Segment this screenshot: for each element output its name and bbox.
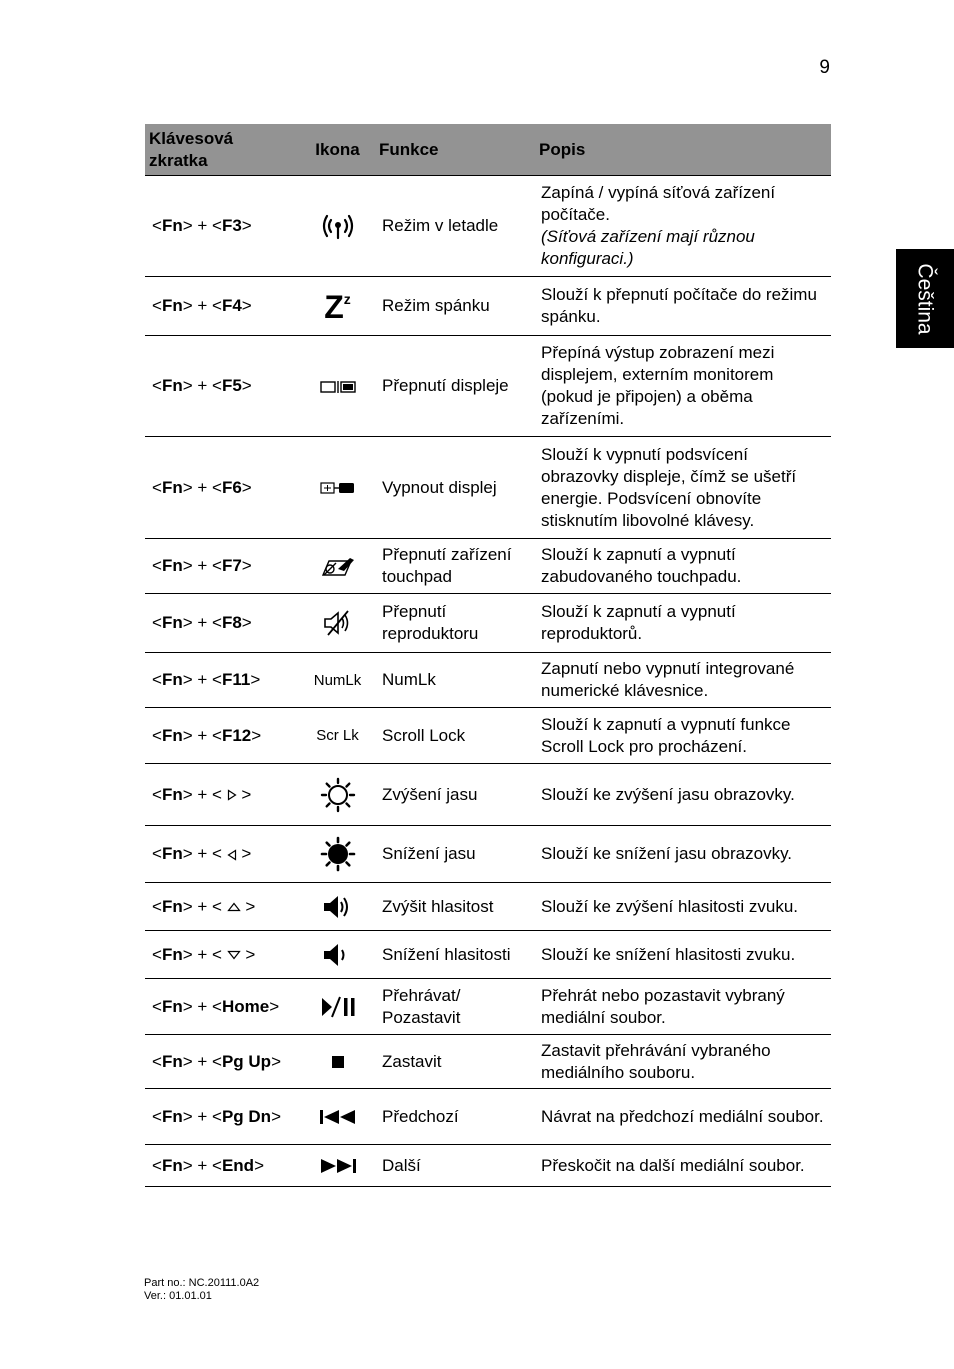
language-tab-label: Čeština [914, 262, 938, 335]
header-function: Funkce [375, 124, 535, 176]
numlock-icon: NumLk [300, 653, 375, 708]
page-number: 9 [819, 57, 830, 78]
table-header-row [145, 124, 831, 176]
down-arrow-key-icon [227, 950, 241, 960]
description-cell: Slouží k zapnutí a vypnutí reproduktorů. [535, 594, 831, 653]
function-cell: NumLk [375, 653, 535, 708]
language-tab [896, 249, 954, 348]
function-cell: Další [375, 1145, 535, 1187]
description-cell: Slouží k zapnutí a vypnutí funkce Scroll Lock pro procházení. [535, 708, 831, 764]
shortcut-cell: <Fn> + < > [145, 931, 300, 979]
airplane-mode-icon [300, 176, 375, 277]
description-cell: Přehrát nebo pozastavit vybraný mediální soubor. [535, 979, 831, 1035]
display-off-icon [300, 437, 375, 539]
function-cell: Zastavit [375, 1035, 535, 1089]
shortcut-table [145, 124, 831, 1187]
function-cell: Režim v letadle [375, 176, 535, 277]
function-cell: Snížení hlasitosti [375, 931, 535, 979]
table-row [145, 826, 831, 883]
shortcut-cell: <Fn> + <Pg Dn> [145, 1089, 300, 1145]
table-row [145, 708, 831, 764]
table-row [145, 437, 831, 539]
description-cell: Návrat na předchozí mediální soubor. [535, 1089, 831, 1145]
table-row [145, 176, 831, 277]
header-shortcut: Klávesová zkratka [145, 124, 300, 176]
shortcut-cell: <Fn> + <F4> [145, 277, 300, 336]
table-row [145, 979, 831, 1035]
part-number: Part no.: NC.20111.0A2 [144, 1277, 260, 1289]
description-cell: Zapíná / vypíná síťová zařízení počítače. (Síťová zařízení mají různou konfiguraci.) [535, 176, 831, 277]
description-cell: Přeskočit na další mediální soubor. [535, 1145, 831, 1187]
description-cell: Zastavit přehrávání vybraného mediálního souboru. [535, 1035, 831, 1089]
description-cell: Přepíná výstup zobrazení mezi displejem, externím monitorem (pokud je připojen) a oběma zařízeními. [535, 336, 831, 437]
play-pause-icon [300, 979, 375, 1035]
shortcut-cell: <Fn> + <F12> [145, 708, 300, 764]
table-row [145, 594, 831, 653]
description-cell: Zapnutí nebo vypnutí integrované numerické klávesnice. [535, 653, 831, 708]
shortcut-cell: <Fn> + <F11> [145, 653, 300, 708]
up-arrow-key-icon [227, 902, 241, 912]
shortcut-cell: <Fn> + <Pg Up> [145, 1035, 300, 1089]
description-cell: Slouží k zapnutí a vypnutí zabudovaného touchpadu. [535, 539, 831, 594]
table-row [145, 653, 831, 708]
stop-icon [300, 1035, 375, 1089]
speaker-toggle-icon [300, 594, 375, 653]
table-row [145, 277, 831, 336]
function-cell: Zvýšení jasu [375, 764, 535, 826]
shortcut-cell: <Fn> + <F5> [145, 336, 300, 437]
table-row [145, 539, 831, 594]
shortcut-cell: <Fn> + < > [145, 826, 300, 883]
display-toggle-icon [300, 336, 375, 437]
volume-down-icon [300, 931, 375, 979]
brightness-up-icon [300, 764, 375, 826]
touchpad-toggle-icon [300, 539, 375, 594]
function-cell: Scroll Lock [375, 708, 535, 764]
description-cell: Slouží ke snížení hlasitosti zvuku. [535, 931, 831, 979]
table-row [145, 1145, 831, 1187]
table-row [145, 336, 831, 437]
shortcut-cell: <Fn> + < > [145, 883, 300, 931]
function-cell: Vypnout displej [375, 437, 535, 539]
next-track-icon [300, 1145, 375, 1187]
shortcut-cell: <Fn> + <End> [145, 1145, 300, 1187]
header-description: Popis [535, 124, 831, 176]
header-icon: Ikona [300, 124, 375, 176]
table-row [145, 1089, 831, 1145]
brightness-down-icon [300, 826, 375, 883]
description-cell: Slouží ke zvýšení jasu obrazovky. [535, 764, 831, 826]
shortcut-cell: <Fn> + < > [145, 764, 300, 826]
footer [144, 1277, 259, 1303]
function-cell: Přepnutí reproduktoru [375, 594, 535, 653]
description-cell: Slouží k vypnutí podsvícení obrazovky displeje, čímž se ušetří energie. Podsvícení obnovíte stisknutím libovolné klávesy. [535, 437, 831, 539]
description-cell: Slouží k přepnutí počítače do režimu spánku. [535, 277, 831, 336]
function-cell: Přepnutí zařízení touchpad [375, 539, 535, 594]
volume-up-icon [300, 883, 375, 931]
previous-track-icon [300, 1089, 375, 1145]
shortcut-cell: <Fn> + <F3> [145, 176, 300, 277]
function-cell: Zvýšit hlasitost [375, 883, 535, 931]
function-cell: Předchozí [375, 1089, 535, 1145]
description-cell: Slouží ke snížení jasu obrazovky. [535, 826, 831, 883]
function-cell: Režim spánku [375, 277, 535, 336]
function-cell: Přehrávat/ Pozastavit [375, 979, 535, 1035]
table-row [145, 1035, 831, 1089]
right-arrow-key-icon [227, 789, 237, 801]
sleep-icon: $Z^z$ [300, 277, 375, 336]
function-cell: Přepnutí displeje [375, 336, 535, 437]
version: Ver.: 01.01.01 [144, 1290, 212, 1302]
left-arrow-key-icon [227, 849, 237, 861]
scroll-lock-icon: Scr Lk [300, 708, 375, 764]
description-cell: Slouží ke zvýšení hlasitosti zvuku. [535, 883, 831, 931]
shortcut-cell: <Fn> + <F6> [145, 437, 300, 539]
table-row [145, 883, 831, 931]
table-row [145, 764, 831, 826]
shortcut-cell: <Fn> + <Home> [145, 979, 300, 1035]
function-cell: Snížení jasu [375, 826, 535, 883]
shortcut-cell: <Fn> + <F7> [145, 539, 300, 594]
shortcut-cell: <Fn> + <F8> [145, 594, 300, 653]
table-row [145, 931, 831, 979]
